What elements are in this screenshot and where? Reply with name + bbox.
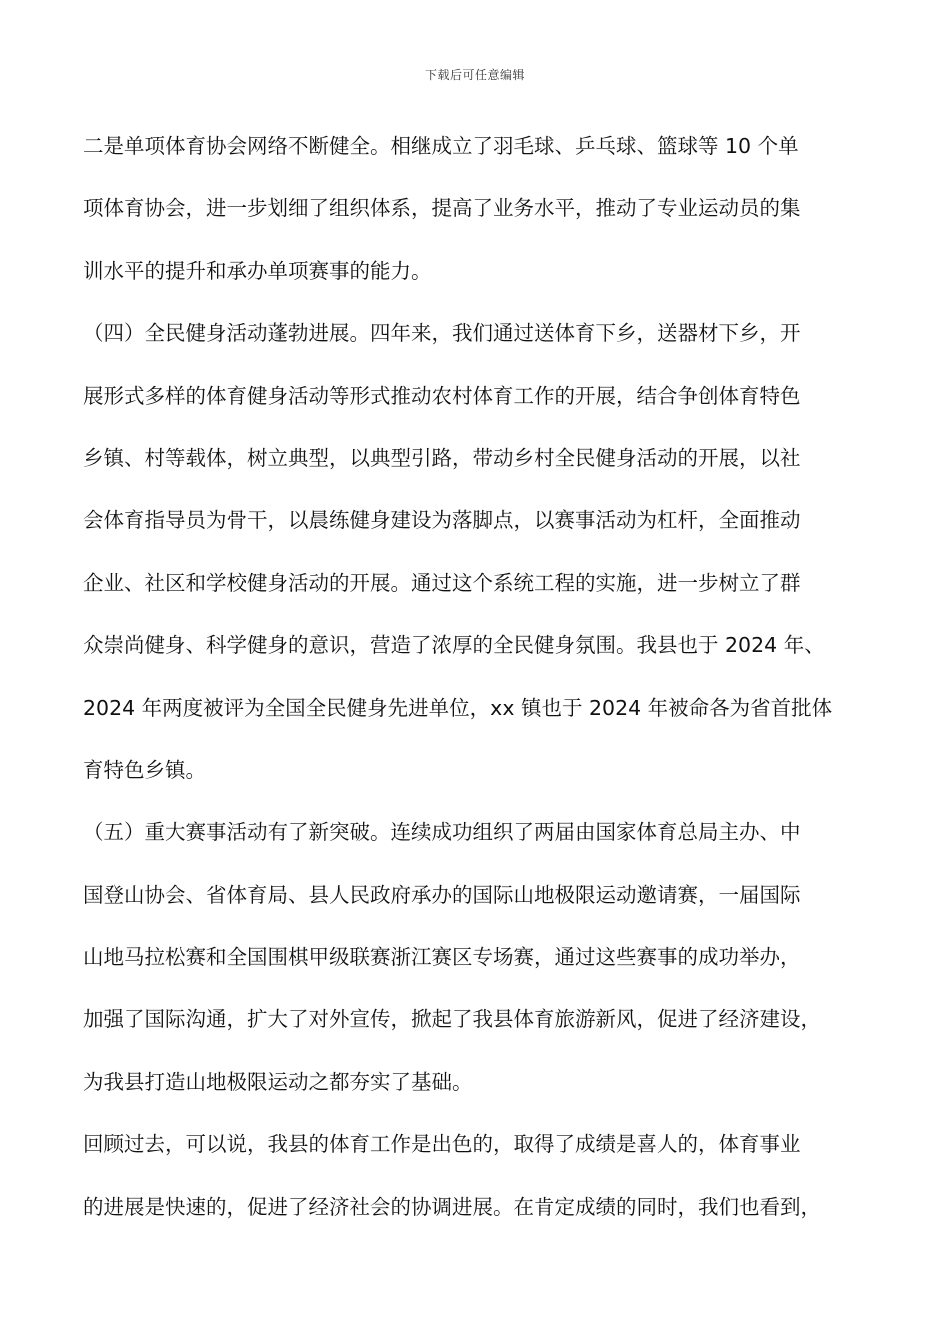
text-line: 会体育指导员为骨干，以晨练健身建设为落脚点，以赛事活动为杠杆，全面推动 — [83, 508, 801, 533]
document-body — [83, 115, 883, 1238]
text-line: 加强了国际沟通，扩大了对外宣传，掀起了我县体育旅游新风，促进了经济建设， — [83, 1007, 821, 1032]
text-line: 乡镇、村等载体，树立典型，以典型引路，带动乡村全民健身活动的开展，以社 — [83, 445, 801, 470]
text-line: 二是单项体育协会网络不断健全。相继成立了羽毛球、乒乓球、篮球等 10 个单 — [83, 134, 799, 158]
text-line: 2024 年两度被评为全国全民健身先进单位，xx 镇也于 2024 年被命各为省首批体 — [83, 695, 833, 720]
text-line: 山地马拉松赛和全国围棋甲级联赛浙江赛区专场赛，通过这些赛事的成功举办， — [83, 945, 801, 970]
text-line: 国登山协会、省体育局、县人民政府承办的国际山地极限运动邀请赛，一届国际 — [83, 882, 801, 907]
text-line: 训水平的提升和承办单项赛事的能力。 — [83, 258, 432, 283]
text-line: 项体育协会，进一步划细了组织体系，提高了业务水平，推动了专业运动员的集 — [83, 196, 801, 221]
page-header: 下载后可任意编辑 — [424, 68, 525, 82]
text-line: 企业、社区和学校健身活动的开展。通过这个系统工程的实施，进一步树立了群 — [83, 570, 801, 595]
text-line: 回顾过去，可以说，我县的体育工作是出色的，取得了成绩是喜人的，体育事业 — [83, 1132, 801, 1157]
text-line: 为我县打造山地极限运动之都夯实了基础。 — [83, 1069, 473, 1094]
text-line: 众崇尚健身、科学健身的意识，营造了浓厚的全民健身氛围。我县也于 2024 年、 — [83, 633, 825, 658]
text-line: 展形式多样的体育健身活动等形式推动农村体育工作的开展，结合争创体育特色 — [83, 383, 801, 408]
text-line: 的进展是快速的，促进了经济社会的协调进展。在肯定成绩的同时，我们也看到， — [83, 1194, 821, 1219]
text-line: （五）重大赛事活动有了新突破。连续成功组织了两届由国家体育总局主办、中 — [83, 820, 801, 845]
text-line: （四）全民健身活动蓬勃进展。四年来，我们通过送体育下乡，送器材下乡，开 — [83, 321, 801, 346]
text-line: 育特色乡镇。 — [83, 757, 206, 782]
